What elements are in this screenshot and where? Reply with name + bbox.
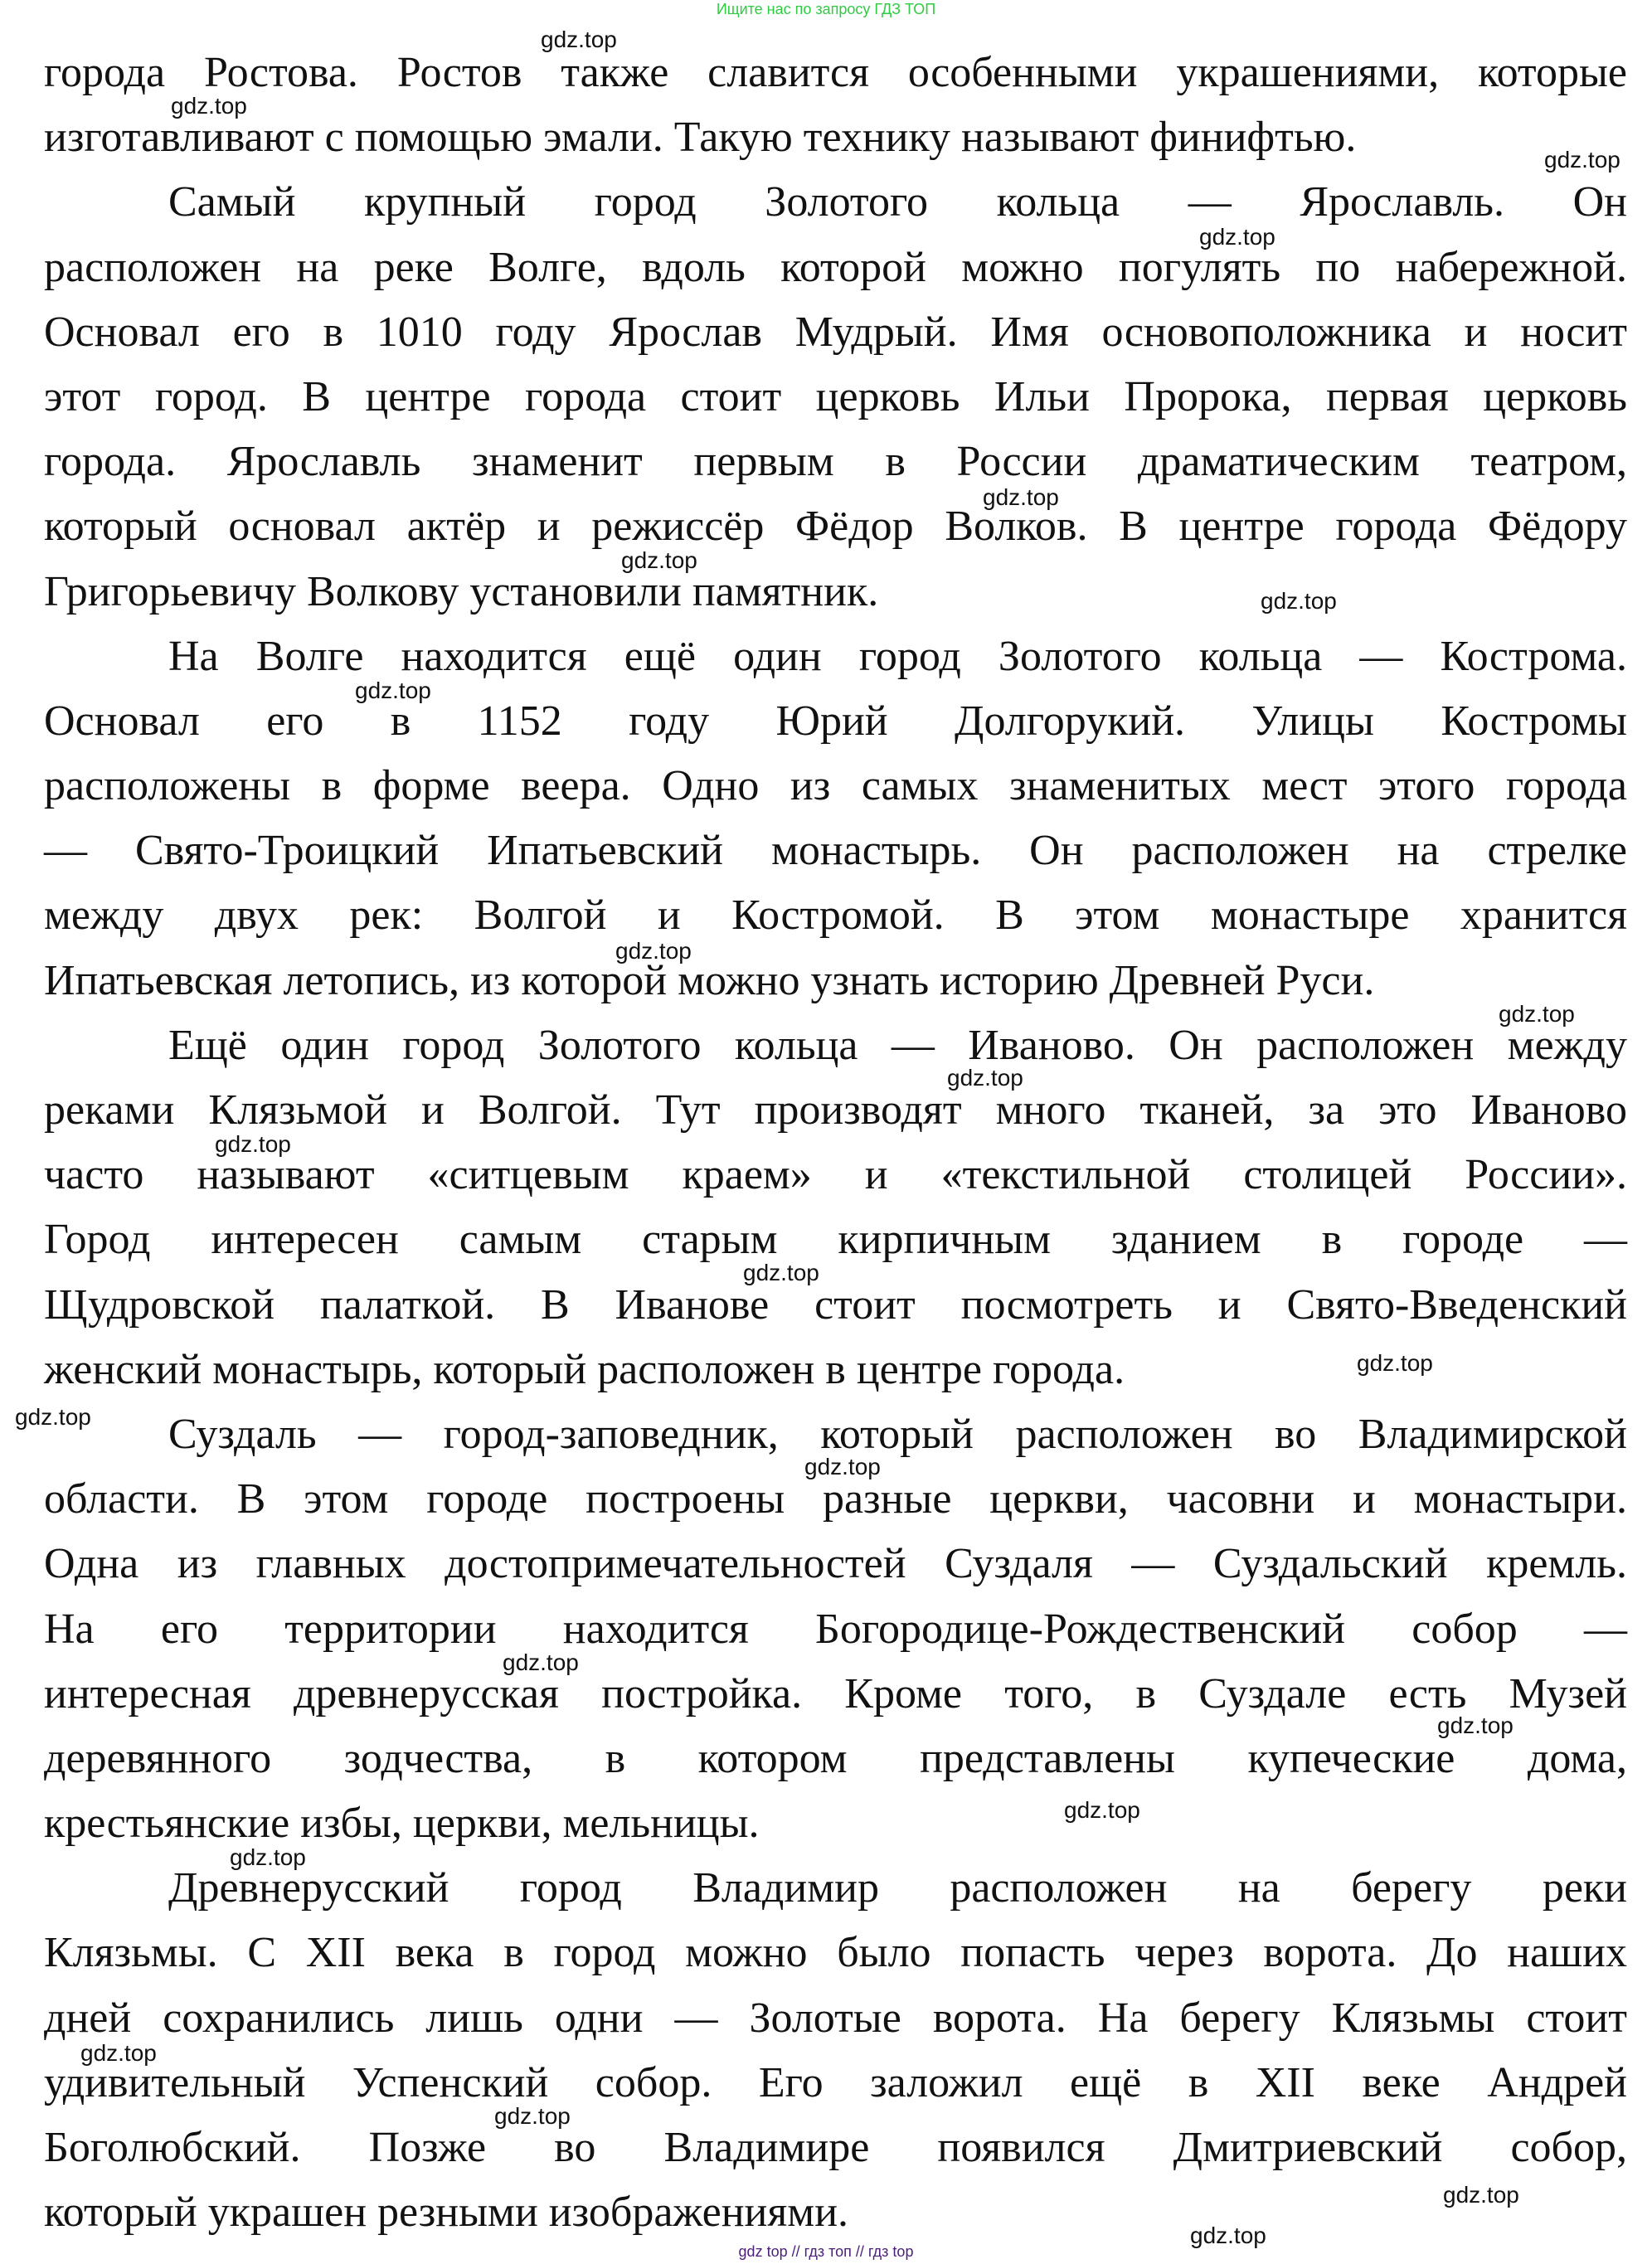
watermark: gdz.top — [615, 938, 692, 964]
text-line: изготавливают с помощью эмали. Такую технику называют финифтью. — [44, 114, 1357, 162]
watermark: gdz.top — [804, 1454, 881, 1479]
text-line: — Свято-Троицкий Ипатьевский монастырь. Он расположен на стрелке — [44, 827, 1627, 875]
text-line: Клязьмы. С XII века в город можно было попасть через ворота. До наших — [44, 1929, 1627, 1977]
text-line: расположен на реке Волге, вдоль которой можно погулять по набережной. — [44, 243, 1627, 291]
text-line: удивительный Успенский собор. Его заложил ещё в XII веке Андрей — [44, 2058, 1627, 2106]
watermark: gdz.top — [171, 93, 247, 119]
watermark: gdz.top — [1199, 224, 1275, 250]
top-banner: Ищите нас по запросу ГДЗ ТОП — [716, 1, 936, 17]
watermark: gdz.top — [215, 1131, 291, 1157]
text-line: женский монастырь, который расположен в центре города. — [44, 1345, 1125, 1393]
watermark: gdz.top — [503, 1649, 579, 1675]
text-line: крестьянские избы, церкви, мельницы. — [44, 1800, 760, 1848]
watermark: gdz.top — [621, 547, 697, 573]
text-line: который украшен резными изображениями. — [44, 2189, 849, 2237]
text-line: Боголюбский. Позже во Владимире появился Дмитриевский собор, — [44, 2124, 1627, 2171]
text-line: этот город. В центре города стоит церковь Ильи Пророка, первая церковь — [44, 372, 1627, 420]
watermark: gdz.top — [230, 1844, 306, 1870]
text-line: На Волге находится ещё один город Золотого кольца — Кострома. — [168, 632, 1627, 680]
text-line: Древнерусский город Владимир расположен на берегу реки — [168, 1864, 1627, 1912]
text-line: Щудровской палаткой. В Иванове стоит посмотреть и Свято-Введенский — [44, 1280, 1627, 1329]
text-line: Суздаль — город-заповедник, который расположен во Владимирской — [168, 1410, 1627, 1458]
watermark: gdz.top — [355, 678, 431, 703]
text-line: Ещё один город Золотого кольца — Иваново. Он расположен между — [168, 1021, 1627, 1069]
watermark: gdz.top — [494, 2103, 571, 2129]
watermark: gdz.top — [15, 1404, 91, 1430]
watermark: gdz.top — [1064, 1797, 1140, 1823]
text-line: интересная древнерусская постройка. Кроме того, в Суздале есть Музей — [44, 1669, 1627, 1717]
watermark: gdz.top — [743, 1260, 819, 1285]
text-line: Григорьевичу Волкову установили памятник. — [44, 567, 879, 615]
text-line: расположены в форме веера. Одно из самых знаменитых мест этого города — [44, 762, 1627, 810]
watermark: gdz.top — [541, 27, 617, 52]
text-line: Одна из главных достопримечательностей Суздаля — Суздальский кремль. — [44, 1540, 1627, 1588]
text-line: области. В этом городе построены разные церкви, часовни и монастыри. — [44, 1475, 1627, 1523]
text-line: Основал его в 1010 году Ярослав Мудрый. Имя основоположника и носит — [44, 308, 1627, 356]
text-line: Самый крупный город Золотого кольца — Ярославль. Он — [168, 178, 1627, 226]
text-line: который основал актёр и режиссёр Фёдор Волков. В центре города Фёдору — [44, 503, 1627, 551]
text-line: города Ростова. Ростов также славится особенными украшениями, которые — [44, 49, 1627, 96]
watermark: gdz.top — [1443, 2182, 1519, 2208]
watermark: gdz.top — [947, 1065, 1023, 1091]
text-line: деревянного зодчества, в котором представлены купеческие дома, — [44, 1734, 1627, 1782]
text-line: реками Клязьмой и Волгой. Тут производят много тканей, за это Иваново — [44, 1086, 1627, 1134]
watermark: gdz.top — [983, 484, 1059, 510]
text-line: Основал его в 1152 году Юрий Долгорукий. Улицы Костромы — [44, 697, 1627, 745]
watermark: gdz.top — [1499, 1001, 1575, 1027]
watermark: gdz.top — [1357, 1350, 1433, 1376]
text-line: между двух рек: Волгой и Костромой. В этом монастыре хранится — [44, 892, 1627, 940]
text-line: На его территории находится Богородице-Рождественский собор — — [44, 1605, 1627, 1653]
text-line: часто называют «ситцевым краем» и «текстильной столицей России». — [44, 1151, 1627, 1199]
text-line: города. Ярославль знаменит первым в России драматическим театром, — [44, 438, 1627, 486]
text-line: дней сохранились лишь одни — Золотые ворота. На берегу Клязьмы стоит — [44, 1994, 1627, 2042]
watermark: gdz.top — [1437, 1713, 1514, 1738]
watermark: gdz.top — [80, 2040, 157, 2066]
text-line: Ипатьевская летопись, из которой можно узнать историю Древней Руси. — [44, 956, 1375, 1004]
watermark: gdz.top — [1190, 2223, 1266, 2248]
text-line: Город интересен самым старым кирпичным зданием в городе — — [44, 1216, 1627, 1264]
watermark: gdz.top — [1261, 588, 1337, 614]
watermark: gdz.top — [1544, 147, 1620, 172]
bottom-banner: gdz top // гдз топ // гдз top — [738, 2243, 914, 2260]
